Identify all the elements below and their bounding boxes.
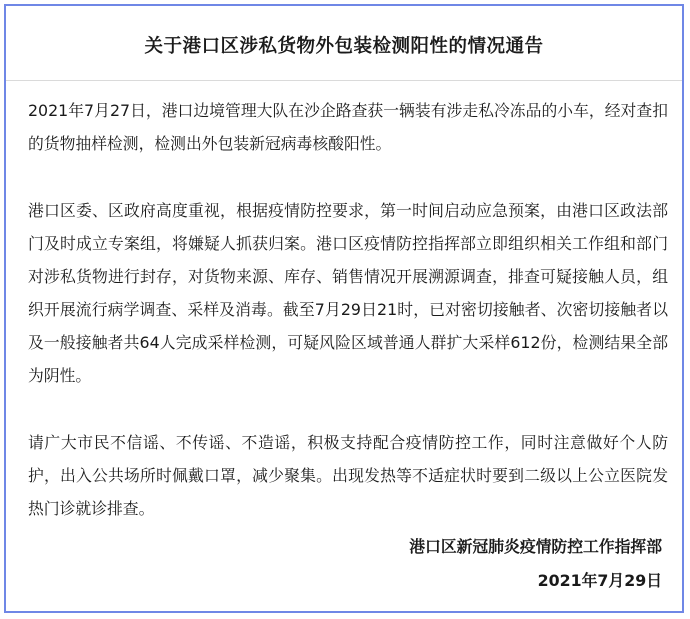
paragraph-advice: 请广大市民不信谣、不传谣、不造谣，积极支持配合疫情防控工作，同时注意做好个人防护，出入公共场所时佩戴口罩，减少聚集。出现发热等不适症状时要到二级以上公立医院发热门诊就诊排查。 bbox=[28, 433, 668, 518]
issuer-name: 港口区新冠肺炎疫情防控工作指挥部 bbox=[409, 537, 662, 556]
paragraph-response: 港口区委、区政府高度重视，根据疫情防控要求，第一时间启动应急预案，由港口区政法部门及时成立专案组，将嫌疑人抓获归案。港口区疫情防控指挥部立即组织相关工作组和部门对涉私货物进行封存，对货物来源、库存、销售情况开展溯源调查，排查可疑接触人员，组织开展流行病学调查、采样及消毒。截至7月29日21时，已对密切接触者、次密切接触者以及一般接触者共64人完成采样检测，可疑风险区域普通人群扩大采样612份，检测结果全部为阴性。 bbox=[28, 201, 668, 385]
issue-date: 2021年7月29日 bbox=[537, 571, 662, 590]
signature-block bbox=[409, 530, 662, 598]
notice-body bbox=[28, 94, 668, 559]
notice-frame bbox=[4, 4, 684, 613]
notice-title: 关于港口区涉私货物外包装检测阳性的情况通告 bbox=[144, 36, 544, 57]
title-divider bbox=[6, 80, 682, 81]
paragraph-incident: 2021年7月27日，港口边境管理大队在沙企路查获一辆装有涉走私冷冻品的小车，经对查扣的货物抽样检测，检测出外包装新冠病毒核酸阳性。 bbox=[28, 101, 668, 153]
